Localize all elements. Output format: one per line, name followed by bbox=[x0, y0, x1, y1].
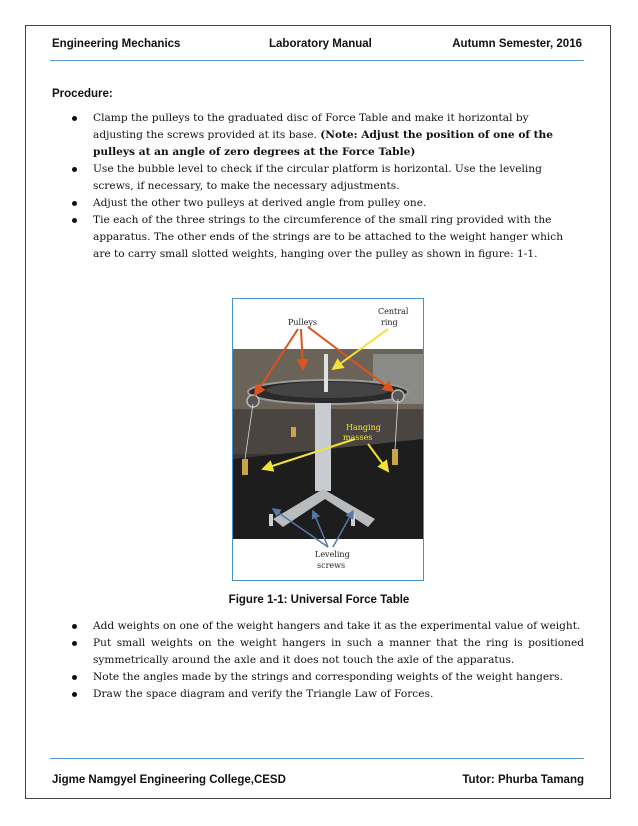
step-text: Tie each of the three strings to the circumference of the small ring provided with the apparatus. The other ends of the strings are to be attached to the weight hanger which are to carry small slotted weights, hanging over the pulley as shown in figure: 1-1. bbox=[93, 214, 564, 260]
step-text: Add weights on one of the weight hangers and take it as the experimental value of weight. bbox=[93, 620, 581, 632]
label-leveling-screws-line1: Leveling bbox=[315, 550, 350, 559]
list-item bbox=[52, 686, 584, 703]
hanging-mass-right bbox=[392, 449, 398, 465]
list-item bbox=[52, 161, 578, 195]
list-item bbox=[52, 212, 578, 263]
procedure-list-2 bbox=[52, 618, 584, 703]
procedure-list-1 bbox=[52, 110, 578, 263]
label-hanging-masses-line1: Hanging bbox=[346, 423, 381, 432]
force-table-figure bbox=[232, 298, 424, 581]
footer-rule bbox=[50, 758, 584, 759]
label-hanging-masses-line2: masses bbox=[343, 433, 373, 442]
step-text: Use the bubble level to check if the circular platform is horizontal. Use the leveling screws, if necessary, to make the necessary adjustments. bbox=[93, 163, 542, 192]
label-leveling-screws-line2: screws bbox=[317, 561, 346, 570]
step-text: Clamp the pulleys to the graduated disc of Force Table and make it horizontal by adjusting the screws provided at its base. bbox=[93, 112, 529, 141]
footer-college: Jigme Namgyel Engineering College,CESD bbox=[52, 774, 286, 786]
footer-tutor: Tutor: Phurba Tamang bbox=[462, 774, 584, 786]
label-central-ring-line2: ring bbox=[381, 318, 398, 327]
label-central-ring-line1: Central bbox=[378, 307, 409, 316]
procedure-title: Procedure: bbox=[52, 88, 113, 100]
list-item bbox=[52, 635, 584, 669]
list-item bbox=[52, 110, 578, 161]
leveling-screw bbox=[351, 514, 355, 526]
list-item bbox=[52, 618, 584, 635]
step-text: Draw the space diagram and verify the Triangle Law of Forces. bbox=[93, 688, 434, 700]
list-item bbox=[52, 195, 578, 212]
center-post bbox=[324, 354, 328, 392]
header-course: Engineering Mechanics bbox=[52, 38, 181, 50]
hanging-mass-left bbox=[242, 459, 248, 475]
header-manual: Laboratory Manual bbox=[269, 38, 372, 50]
page-header bbox=[52, 38, 582, 54]
label-pulleys: Pulleys bbox=[288, 318, 318, 327]
header-semester: Autumn Semester, 2016 bbox=[452, 38, 582, 50]
page-footer bbox=[52, 774, 584, 790]
leveling-screw bbox=[269, 514, 273, 526]
force-table-illustration bbox=[233, 299, 423, 580]
header-rule bbox=[50, 60, 584, 61]
figure-caption: Figure 1-1: Universal Force Table bbox=[228, 594, 410, 606]
step-note: (Note: Adjust the position of one of the pulleys at an angle of zero degrees at the Force Table) bbox=[93, 129, 553, 158]
step-text: Adjust the other two pulleys at derived angle from pulley one. bbox=[93, 197, 427, 209]
step-text: Put small weights on the weight hangers in such a manner that the ring is positioned symmetrically around the axle and it does not touch the axle of the apparatus. bbox=[93, 637, 584, 666]
step-text: Note the angles made by the strings and corresponding weights of the weight hangers. bbox=[93, 671, 563, 683]
list-item bbox=[52, 669, 584, 686]
